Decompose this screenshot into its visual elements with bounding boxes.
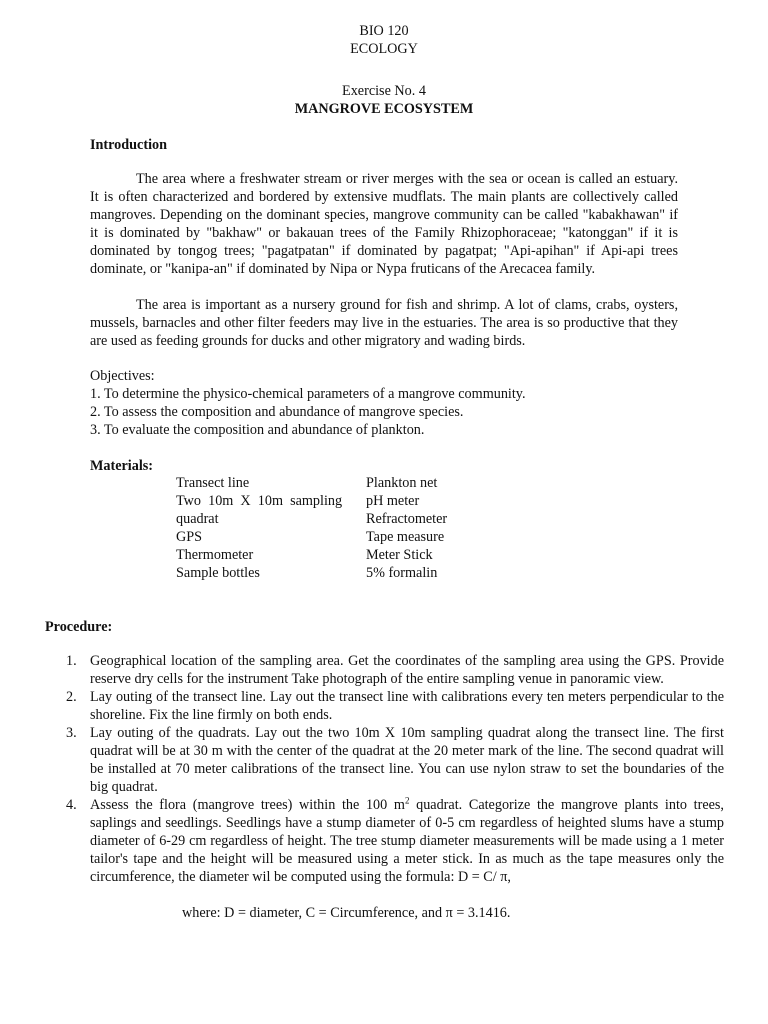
procedure-step (66, 795, 724, 886)
procedure-step-number: 2. (66, 689, 77, 705)
objective-item: 3. To evaluate the composition and abundance of plankton. (90, 422, 425, 438)
material-item: Thermometer (176, 547, 254, 563)
formula-definition: where: D = diameter, C = Circumference, and π = 3.1416. (182, 905, 511, 921)
page-title: MANGROVE ECOSYSTEM (294, 101, 474, 117)
material-item: Refractometer (366, 511, 448, 527)
materials-left-column (176, 474, 342, 582)
procedure-step-text-b: quadrat. Categorize the mangrove plants into trees, saplings and seedlings. Seedlings have a stump diameter of 0-5 cm regardless of heighted slums have a stump diameter of 6-29 cm regardless of height. The tree stump diameter measurements will be made using a 1 meter tailor's tape and the height will be measured using a meter stick. In as much as the tape measures only the circumference, the diameter wil be computed using the formula: D = C/ π, (90, 797, 724, 885)
procedure-step-text-a: Assess the flora (mangrove trees) within the 100 m (90, 797, 405, 813)
procedure-step-number: 4. (66, 797, 77, 813)
procedure-step-text: Lay outing of the quadrats. Lay out the two 10m X 10m sampling quadrat along the transect line. The first quadrat will be at 30 m with the center of the quadrat at the 20 meter mark of the line. The second quadrat will be installed at 70 meter calibrations of the transect line. You can use nylon straw to set the boundaries of the big quadrat. (90, 725, 724, 795)
objective-item: 1. To determine the physico-chemical parameters of a mangrove community. (90, 386, 526, 402)
procedure-step-text: Geographical location of the sampling area. Get the coordinates of the sampling area using the GPS. Provide reserve dry cells for the instrument Take photograph of the entire sampling venue in panoramic view. (90, 653, 724, 687)
materials-right-column (366, 474, 447, 582)
procedure-heading: Procedure: (45, 619, 113, 635)
procedure-list (66, 652, 724, 886)
material-item: pH meter (366, 493, 420, 509)
exercise-number: Exercise No. 4 (342, 83, 426, 99)
material-item: Two 10m X 10m sampling (176, 493, 343, 509)
objective-item: 2. To assess the composition and abundance of mangrove species. (90, 404, 464, 420)
procedure-step (66, 652, 724, 688)
procedure-step (66, 724, 724, 796)
procedure-step (66, 688, 724, 724)
superscript-two: 2 (404, 795, 410, 806)
procedure-step-number: 1. (66, 653, 77, 669)
objectives-section (90, 367, 526, 439)
material-item: 5% formalin (366, 565, 438, 581)
procedure-step-number: 3. (66, 725, 77, 741)
material-item: Meter Stick (366, 547, 433, 563)
material-item: Tape measure (366, 529, 445, 545)
introduction-paragraph-1-text: The area where a freshwater stream or river merges with the sea or ocean is called an estuary. It is often characterized and bordered by extensive mudflats. The main plants are collectively called mangroves. Depending on the dominant species, mangrove community can be called "kabakhawan" if it is dominated by "bakhaw" or bakauan trees of the Family Rhizophoraceae; "katonggan" if it is dominated by tongog trees; "pagatpatan" if dominated by pagatpat; "Api-apihan" if Api-api trees dominate, or "kanipa-an" if dominated by Nipa or Nypa fruticans of the Arecacea family. (90, 171, 678, 277)
introduction-heading: Introduction (90, 137, 167, 153)
material-item: Plankton net (366, 475, 438, 491)
procedure-step-text: Lay outing of the transect line. Lay out the transect line with calibrations every ten meters perpendicular to the shoreline. Fix the line firmly on both ends. (90, 689, 724, 723)
material-item: GPS (176, 529, 203, 545)
material-item: Transect line (176, 475, 250, 491)
course-subject: ECOLOGY (350, 41, 418, 57)
introduction-paragraph-2 (90, 296, 678, 350)
material-item: quadrat (176, 511, 219, 527)
course-code: BIO 120 (359, 23, 409, 39)
materials-heading: Materials: (90, 458, 154, 474)
objectives-heading: Objectives: (90, 368, 155, 384)
introduction-paragraph-1 (90, 170, 678, 278)
material-item: Sample bottles (176, 565, 260, 581)
introduction-paragraph-2-text: The area is important as a nursery ground for fish and shrimp. A lot of clams, crabs, oysters, mussels, barnacles and other filter feeders may live in the estuaries. The area is so productive that they are used as feeding grounds for ducks and other migratory and wading birds. (90, 297, 678, 349)
